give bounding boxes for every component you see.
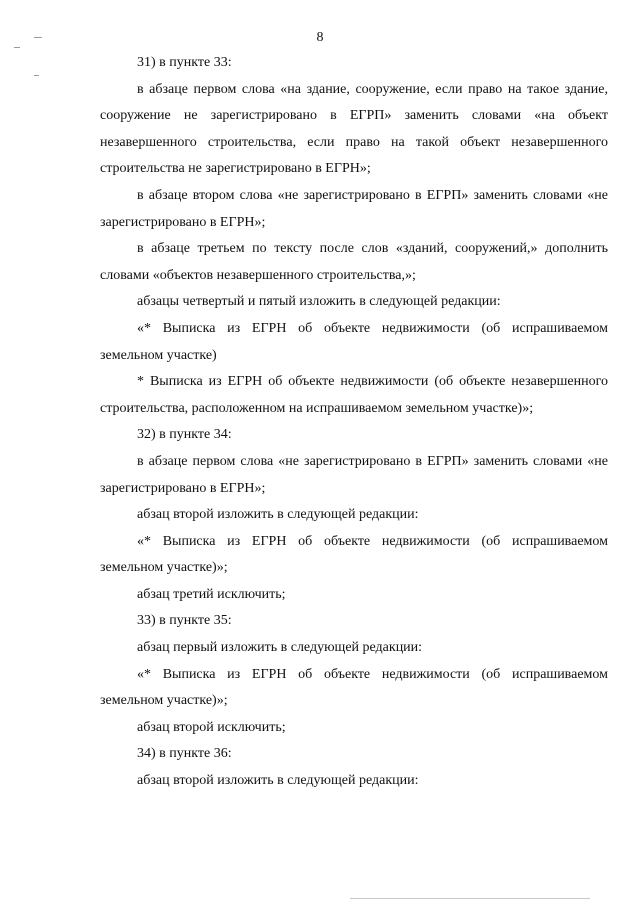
paragraph-amend-33-third: в абзаце третьем по тексту после слов «зданий, сооружений,» дополнить словами «объектов незавершенного строительства,»; (100, 241, 608, 283)
paragraph-item-31: 31) в пункте 33: (137, 55, 232, 70)
scan-artifact (34, 75, 39, 76)
quoted-extract-4: «* Выписка из ЕГРН об объекте недвижимости (об испрашиваемом земельном участке)»; (100, 666, 608, 709)
scan-edge-line (350, 898, 590, 899)
paragraph-amend-34-third: абзац третий исключить; (137, 586, 286, 602)
paragraph-item-33: 33) в пункте 35: (137, 613, 232, 629)
paragraph-amend-33-fourth-fifth: абзацы четвертый и пятый изложить в следующей редакции: (137, 294, 501, 310)
paragraph-amend-35-first: абзац первый изложить в следующей редакции: (137, 640, 423, 656)
page-number: 8 (316, 30, 324, 45)
paragraph-amend-36-second: абзац второй изложить в следующей редакции: (137, 773, 419, 789)
paragraph-item-32: 32) в пункте 34: (137, 427, 232, 443)
paragraph-amend-35-second: абзац второй исключить; (137, 719, 286, 735)
quoted-extract-3: «* Выписка из ЕГРН об объекте недвижимости (об испрашиваемом земельном участке)»; (100, 533, 608, 576)
scan-artifact (14, 47, 20, 48)
paragraph-item-34: 34) в пункте 36: (137, 746, 232, 762)
quoted-extract-1: «* Выписка из ЕГРН об объекте недвижимости (об испрашиваемом земельном участке) (100, 320, 608, 363)
paragraph-amend-33-second: в абзаце втором слова «не зарегистрировано в ЕГРП» заменить словами «не зарегистрировано в ЕГРН»; (100, 187, 608, 230)
quoted-extract-2: * Выписка из ЕГРН об объекте недвижимости (об объекте незавершенного строительства, расположенном на испрашиваемом земельном участке)»; (100, 374, 608, 416)
document-body (100, 50, 608, 795)
paragraph-amend-34-first: в абзаце первом слова «не зарегистрировано в ЕГРП» заменить словами «не зарегистрировано в ЕГРН»; (100, 453, 608, 496)
paragraph-amend-34-second: абзац второй изложить в следующей редакции: (137, 507, 419, 523)
paragraph-amend-33-first: в абзаце первом слова «на здание, сооружение, если право на такое здание, сооружение не зарегистрировано в ЕГРП» заменить словами «на объект незавершенного строительства, если право на такой объект незавершенного строительства не зарегистрировано в ЕГРН»; (100, 81, 608, 177)
